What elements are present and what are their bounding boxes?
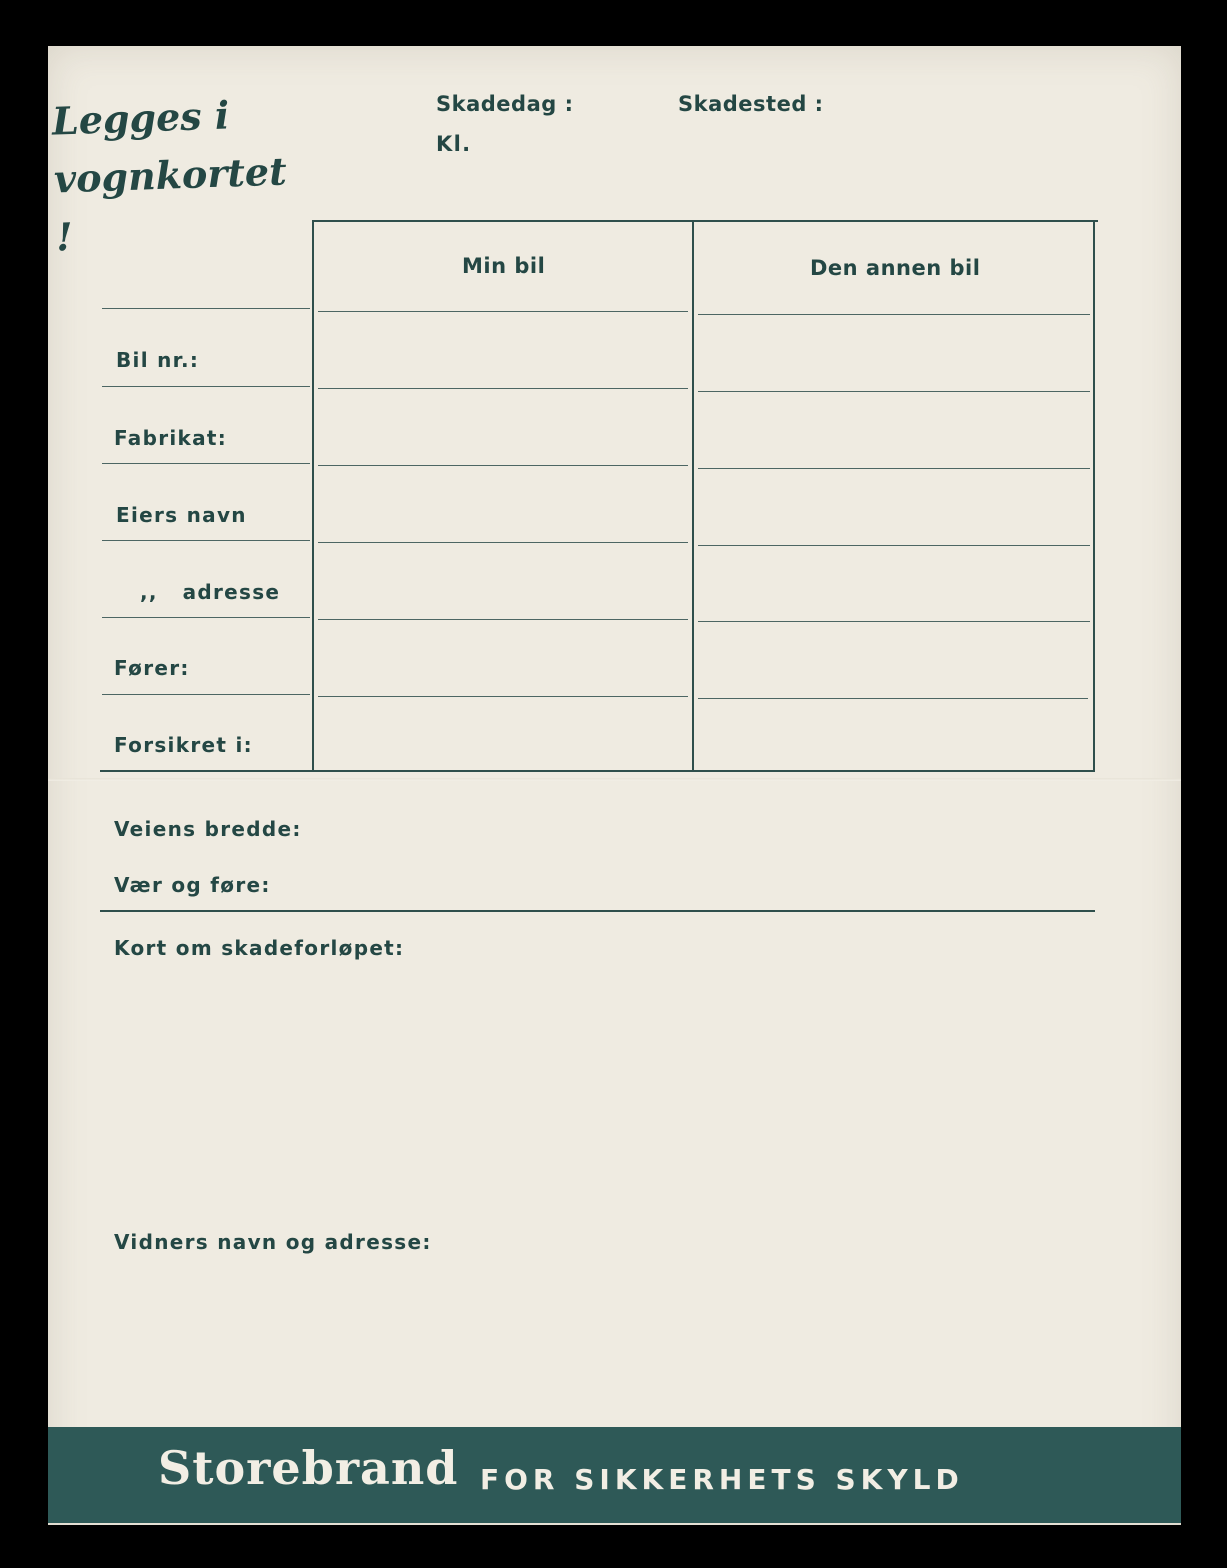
table-middle-border	[692, 222, 694, 770]
row-line	[318, 388, 688, 389]
fold-line	[48, 778, 1181, 781]
row-label-car-number: Bil nr.:	[116, 348, 200, 372]
damage-date-label: Skadedag :	[436, 92, 574, 116]
row-label-insured-in: Forsikret i:	[114, 733, 253, 757]
slogan: Legges i vognkortet !	[51, 92, 288, 260]
weather-label: Vær og føre:	[114, 873, 271, 897]
row-line	[698, 468, 1090, 469]
row-line	[698, 545, 1090, 546]
column-header-my-car: Min bil	[462, 254, 546, 278]
row-label-make: Fabrikat:	[114, 426, 228, 450]
table-bottom-border	[100, 770, 1095, 772]
row-line	[698, 621, 1090, 622]
witnesses-label: Vidners navn og adresse:	[114, 1230, 432, 1254]
row-line	[102, 540, 310, 541]
table-top-border	[312, 220, 1098, 222]
row-line	[698, 314, 1090, 315]
row-line	[102, 694, 310, 695]
row-label-driver: Fører:	[114, 656, 190, 680]
brand-logo: Storebrand	[158, 1441, 459, 1495]
row-line	[698, 391, 1090, 392]
table-left-border	[312, 222, 314, 770]
footer-banner	[48, 1427, 1181, 1523]
row-label-owner-address: ,, adresse	[140, 580, 281, 604]
time-label: Kl.	[436, 132, 472, 156]
course-label: Kort om skadeforløpet:	[114, 936, 405, 960]
row-line	[102, 386, 310, 387]
row-line	[318, 696, 688, 697]
row-line	[102, 463, 310, 464]
row-label-owner-name: Eiers navn	[116, 503, 247, 527]
form-paper	[48, 46, 1181, 1525]
damage-place-label: Skadested :	[678, 92, 824, 116]
row-line	[698, 698, 1088, 699]
row-line	[318, 619, 688, 620]
table-right-border	[1093, 222, 1095, 770]
section-divider	[100, 910, 1095, 912]
brand-tagline: FOR SIKKERHETS SKYLD	[480, 1463, 964, 1496]
row-line	[102, 617, 310, 618]
row-line	[102, 308, 310, 309]
row-line	[318, 542, 688, 543]
column-header-other-car: Den annen bil	[810, 256, 981, 280]
row-line	[318, 465, 688, 466]
road-width-label: Veiens bredde:	[114, 817, 302, 841]
row-line	[318, 311, 688, 312]
